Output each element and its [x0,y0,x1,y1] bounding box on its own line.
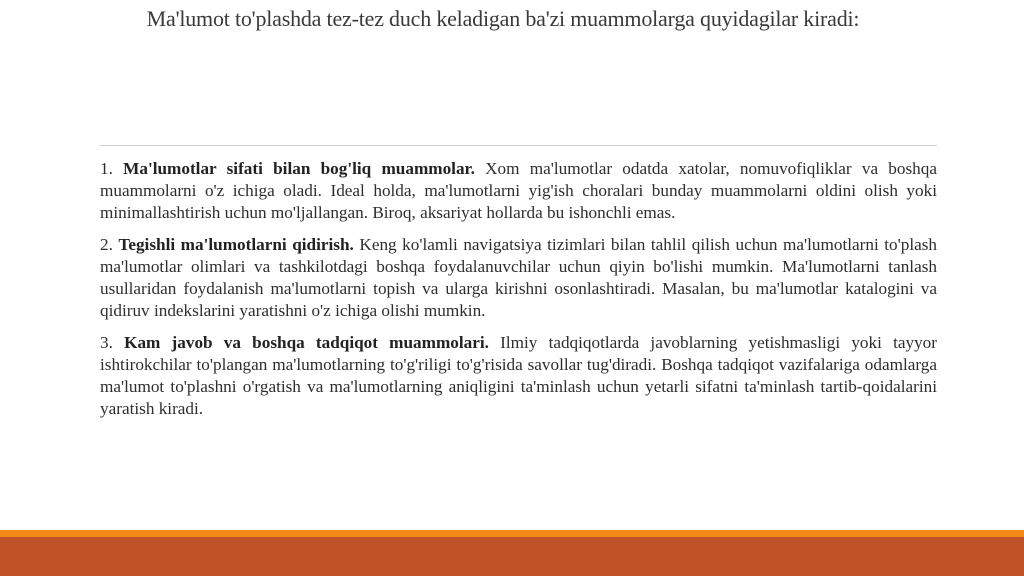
list-item [100,332,937,420]
footer-accent-line [0,530,1024,537]
title-divider [100,145,937,146]
slide-body [100,158,937,430]
item-text: Ilmiy tadqiqotlarda javoblarning yetishmasligi yoki tayyor ishtirokchilar to'plangan ma'lumotlarning to'g'riligi to'g'risida savollar tug'diradi. Boshqa tadqiqot vazifalariga odamlarga ma'lumot to'plashni o'rgatish va ma'lumotlarning aniqligini ta'minlash uchun yetarli sifatni ta'minlash tartib-qoidalarini yaratish kiradi. [100,333,937,418]
item-text: Xom ma'lumotlar odatda xatolar, nomuvofiqliklar va boshqa muammolarni o'z ichiga oladi. Ideal holda, ma'lumotlarni yig'ish choralari bunday muammolarni oldini olish yoki minimallashtirish uchun mo'ljallangan. Biroq, aksariyat hollarda bu ishonchli emas. [100,159,938,222]
item-number: 2. [100,235,113,254]
item-number: 1. [100,159,113,178]
item-text: Keng ko'lamli navigatsiya tizimlari bilan tahlil qilish uchun ma'lumotlarni to'plash ma'lumotlar olimlari va tashkilotdagi boshqa foydalanuvchilar uchun qiyin bo'lishi mumkin. Ma'lumotlarni tanlash usullaridan foydalanish ma'lumotlarni topish va ularga kirishni osonlashtiradi. Masalan, bu ma'lumotlar katalogini va qidiruv indekslarini yaratishni o'z ichiga olishi mumkin. [100,235,938,320]
footer-bar [0,537,1024,576]
item-heading: Kam javob va boshqa tadqiqot muammolari. [124,333,489,352]
item-number: 3. [100,333,113,352]
list-item [100,158,937,224]
item-heading: Ma'lumotlar sifati bilan bog'liq muammolar. [123,159,475,178]
item-heading: Tegishli ma'lumotlarni qidirish. [118,235,354,254]
list-item [100,234,937,322]
slide-title: Ma'lumot to'plashda tez-tez duch keladigan ba'zi muammolarga quyidagilar kiradi: [146,6,860,31]
